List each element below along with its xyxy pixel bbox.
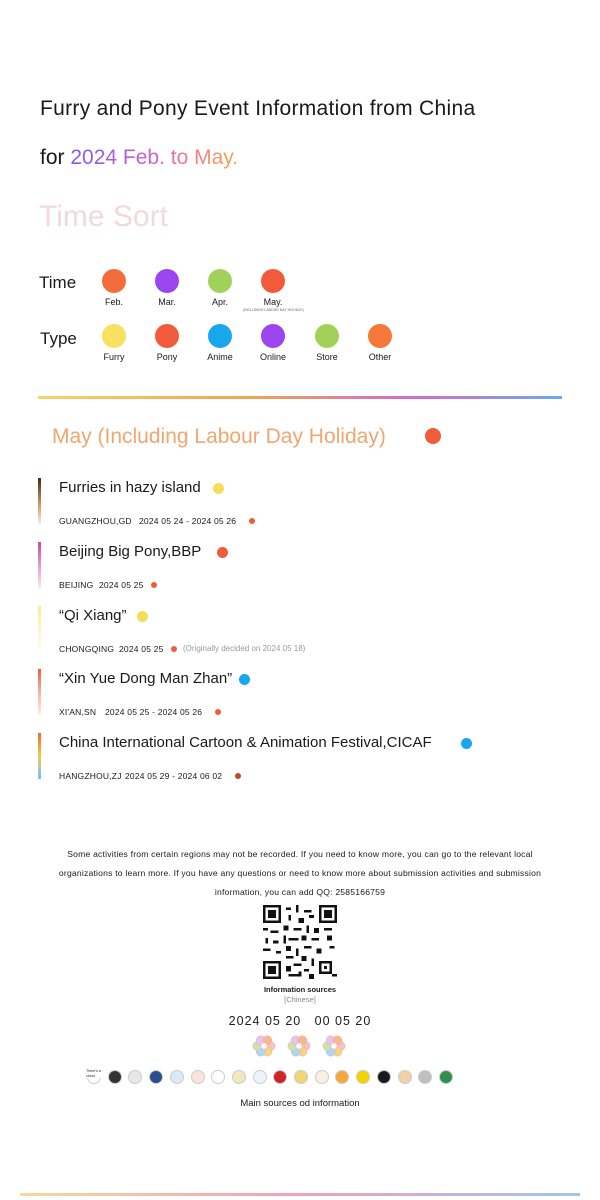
event-dates: 2024 05 25 - 2024 05 26 — [105, 707, 203, 717]
event-date-dot — [235, 773, 241, 779]
event-title[interactable]: Beijing Big Pony,BBP — [59, 543, 202, 560]
type-color-dot — [155, 324, 179, 348]
time-color-dot — [155, 269, 179, 293]
time-legend-label: Apr. — [211, 297, 228, 307]
event-date-dot — [215, 709, 221, 715]
source-logo-icon[interactable] — [232, 1070, 246, 1084]
legend-time-label: Time — [39, 273, 77, 292]
event-title[interactable]: China International Cartoon & Animation Festival,CICAF — [59, 734, 432, 751]
qr-language: [Chinese] — [284, 995, 316, 1004]
event-color-bar — [38, 669, 41, 715]
section-title: Time Sort — [39, 200, 168, 233]
time-legend-label: Mar. — [158, 297, 176, 307]
source-logo-icon[interactable] — [211, 1070, 225, 1084]
type-legend-label: Other — [368, 352, 392, 362]
month-heading: May (Including Labour Day Holiday) — [52, 425, 386, 448]
month-color-dot — [425, 428, 441, 444]
subtitle-date-range: 2024 Feb. to May. — [70, 146, 239, 169]
event-color-bar — [38, 542, 41, 588]
flower-emblem-icon — [287, 1034, 311, 1058]
time-color-dot — [208, 269, 232, 293]
event-color-bar — [38, 478, 41, 524]
event-color-bar — [38, 733, 41, 779]
type-legend-label: Pony — [156, 352, 178, 362]
source-logo-icon[interactable] — [377, 1070, 391, 1084]
source-logo-icon[interactable] — [253, 1070, 267, 1084]
source-logo-icon[interactable] — [170, 1070, 184, 1084]
submission-notice: Some activities from certain regions may not be recorded. If you need to know more, you can go to the relevant local organizations to learn more. If you have any questions or need to know more about submission activities and submission information, you can add QQ: 2585166759 — [58, 849, 542, 897]
type-legend-label: Anime — [207, 352, 233, 362]
event-type-dot — [461, 738, 472, 749]
time-legend-label: Feb. — [104, 297, 123, 307]
event-dates: 2024 05 29 - 2024 06 02 — [125, 771, 223, 781]
event-title[interactable]: “Qi Xiang” — [59, 607, 127, 624]
source-logo-icon[interactable] — [439, 1070, 453, 1084]
type-color-dot — [368, 324, 392, 348]
event-type-dot — [213, 483, 224, 494]
event-type-dot — [239, 674, 250, 685]
source-logo-icon[interactable] — [128, 1070, 142, 1084]
event-location: XI'AN,SN — [59, 707, 97, 717]
time-color-dot — [102, 269, 126, 293]
event-title[interactable]: Furries in hazy island — [59, 479, 201, 496]
type-color-dot — [102, 324, 126, 348]
subtitle-prefix: for — [40, 146, 71, 169]
source-logo-icon[interactable] — [418, 1070, 432, 1084]
page-title: Furry and Pony Event Information from China — [40, 97, 476, 120]
time-color-dot — [261, 269, 285, 293]
event-type-dot — [217, 547, 228, 558]
type-color-dot — [208, 324, 232, 348]
event-date-dot — [249, 518, 255, 524]
qr-caption: Information sources — [263, 985, 337, 994]
legend-type-label: Type — [40, 329, 77, 348]
event-location: HANGZHOU,ZJ — [59, 771, 122, 781]
event-date-dot — [171, 646, 177, 652]
qr-code[interactable] — [263, 905, 337, 979]
event-title[interactable]: “Xin Yue Dong Man Zhan” — [59, 670, 233, 687]
event-dates: 2024 05 24 - 2024 05 26 — [139, 516, 237, 526]
event-date-dot — [151, 582, 157, 588]
source-logo-icon[interactable] — [335, 1070, 349, 1084]
section-divider — [38, 396, 562, 399]
flower-emblem-icon — [252, 1034, 276, 1058]
type-color-dot — [315, 324, 339, 348]
event-color-bar — [38, 606, 41, 652]
event-location: CHONGQING — [59, 644, 115, 654]
type-legend-label: Furry — [103, 352, 125, 362]
source-logo-icon[interactable] — [273, 1070, 287, 1084]
source-logo-text: There's a cloud — [86, 1069, 101, 1078]
source-logo-icon[interactable] — [108, 1070, 122, 1084]
event-location: BEIJING — [59, 580, 94, 590]
time-legend-note: (INCLUDING LABOUR DAY HOLIDAY) — [243, 308, 304, 312]
event-dates: 2024 05 25 — [99, 580, 144, 590]
event-note: (Originally decided on 2024 05 18) — [183, 644, 306, 653]
bottom-divider — [20, 1193, 580, 1196]
event-dates: 2024 05 25 — [119, 644, 164, 654]
flower-emblem-icon — [322, 1034, 346, 1058]
source-logo-icon[interactable] — [191, 1070, 205, 1084]
source-logo-icon[interactable] — [294, 1070, 308, 1084]
type-legend-label: Store — [316, 352, 338, 362]
source-logo-icon[interactable] — [398, 1070, 412, 1084]
time-legend-label: May. — [263, 297, 283, 307]
source-logo-icon[interactable] — [149, 1070, 163, 1084]
source-logo-icon[interactable] — [315, 1070, 329, 1084]
event-location: GUANGZHOU,GD — [59, 516, 132, 526]
event-type-dot — [137, 611, 148, 622]
page-subtitle — [40, 146, 238, 170]
type-legend-label: Online — [259, 352, 286, 362]
source-logo-icon[interactable] — [356, 1070, 370, 1084]
sources-caption: Main sources od information — [240, 1098, 360, 1109]
timestamp: 2024 05 20 00 05 20 — [228, 1014, 372, 1028]
type-color-dot — [261, 324, 285, 348]
